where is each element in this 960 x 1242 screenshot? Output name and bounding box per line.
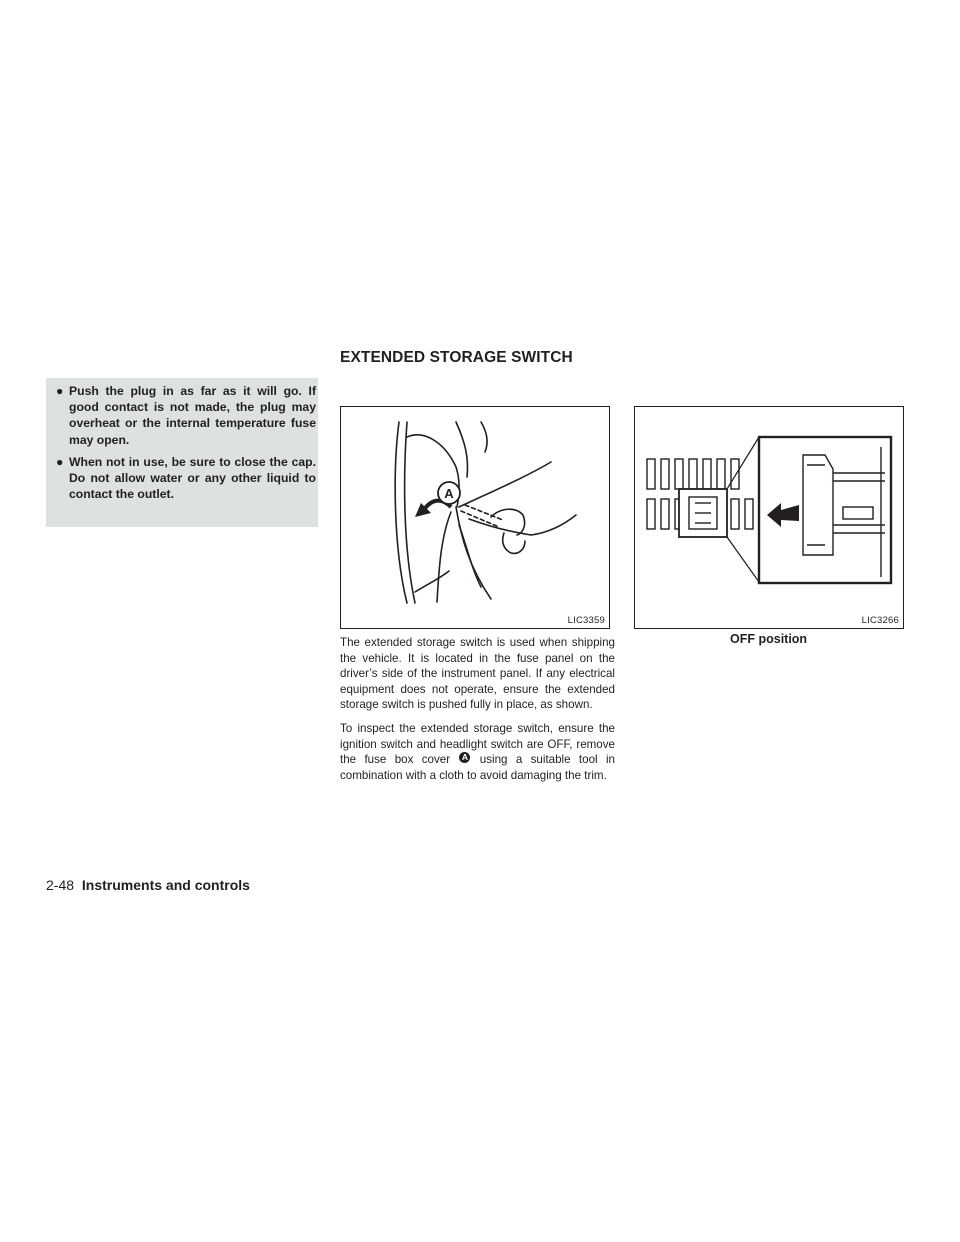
warning-item [56, 383, 316, 448]
bullet-icon: ● [56, 454, 64, 469]
warning-text: Push the plug in as far as it will go. If good contact is not made, the plug may overheat or the internal temperature fuse may open. [69, 384, 316, 447]
warning-box [46, 378, 318, 527]
figure-code: LIC3266 [861, 615, 899, 626]
callout-a-icon: A [459, 752, 470, 763]
warning-item [56, 454, 316, 503]
switch-illustration [635, 407, 903, 628]
figure-caption: OFF position [730, 632, 808, 646]
off-position-figure [634, 406, 904, 629]
section-title: EXTENDED STORAGE SWITCH [340, 349, 573, 366]
page-footer [46, 877, 250, 893]
fuse-cover-illustration [341, 407, 609, 628]
fuse-cover-figure [340, 406, 610, 629]
bullet-icon: ● [56, 384, 64, 398]
callout-a-label: A [444, 486, 454, 501]
paragraph-text: using a suitable tool in combination with a cloth to avoid damaging the trim. [340, 753, 615, 782]
warning-text: When not in use, be sure to close the cap. Do not allow water or any other liquid to contact the outlet. [69, 454, 316, 502]
figure-code: LIC3359 [567, 615, 605, 626]
paragraph-text: To inspect the extended storage switch, ensure the ignition switch and headlight switch are OFF, remove the fuse box cover [340, 721, 615, 767]
paragraph [340, 721, 615, 783]
chapter-title: Instruments and controls [81, 877, 250, 893]
body-text [340, 635, 615, 791]
paragraph: The extended storage switch is used when shipping the vehicle. It is located in the fuse panel on the driver’s side of the instrument panel. If any electrical equipment does not operate, ensure the extended storage switch is pushed fully in place, as shown. [340, 636, 615, 712]
page-number: 2-48 [46, 877, 75, 893]
